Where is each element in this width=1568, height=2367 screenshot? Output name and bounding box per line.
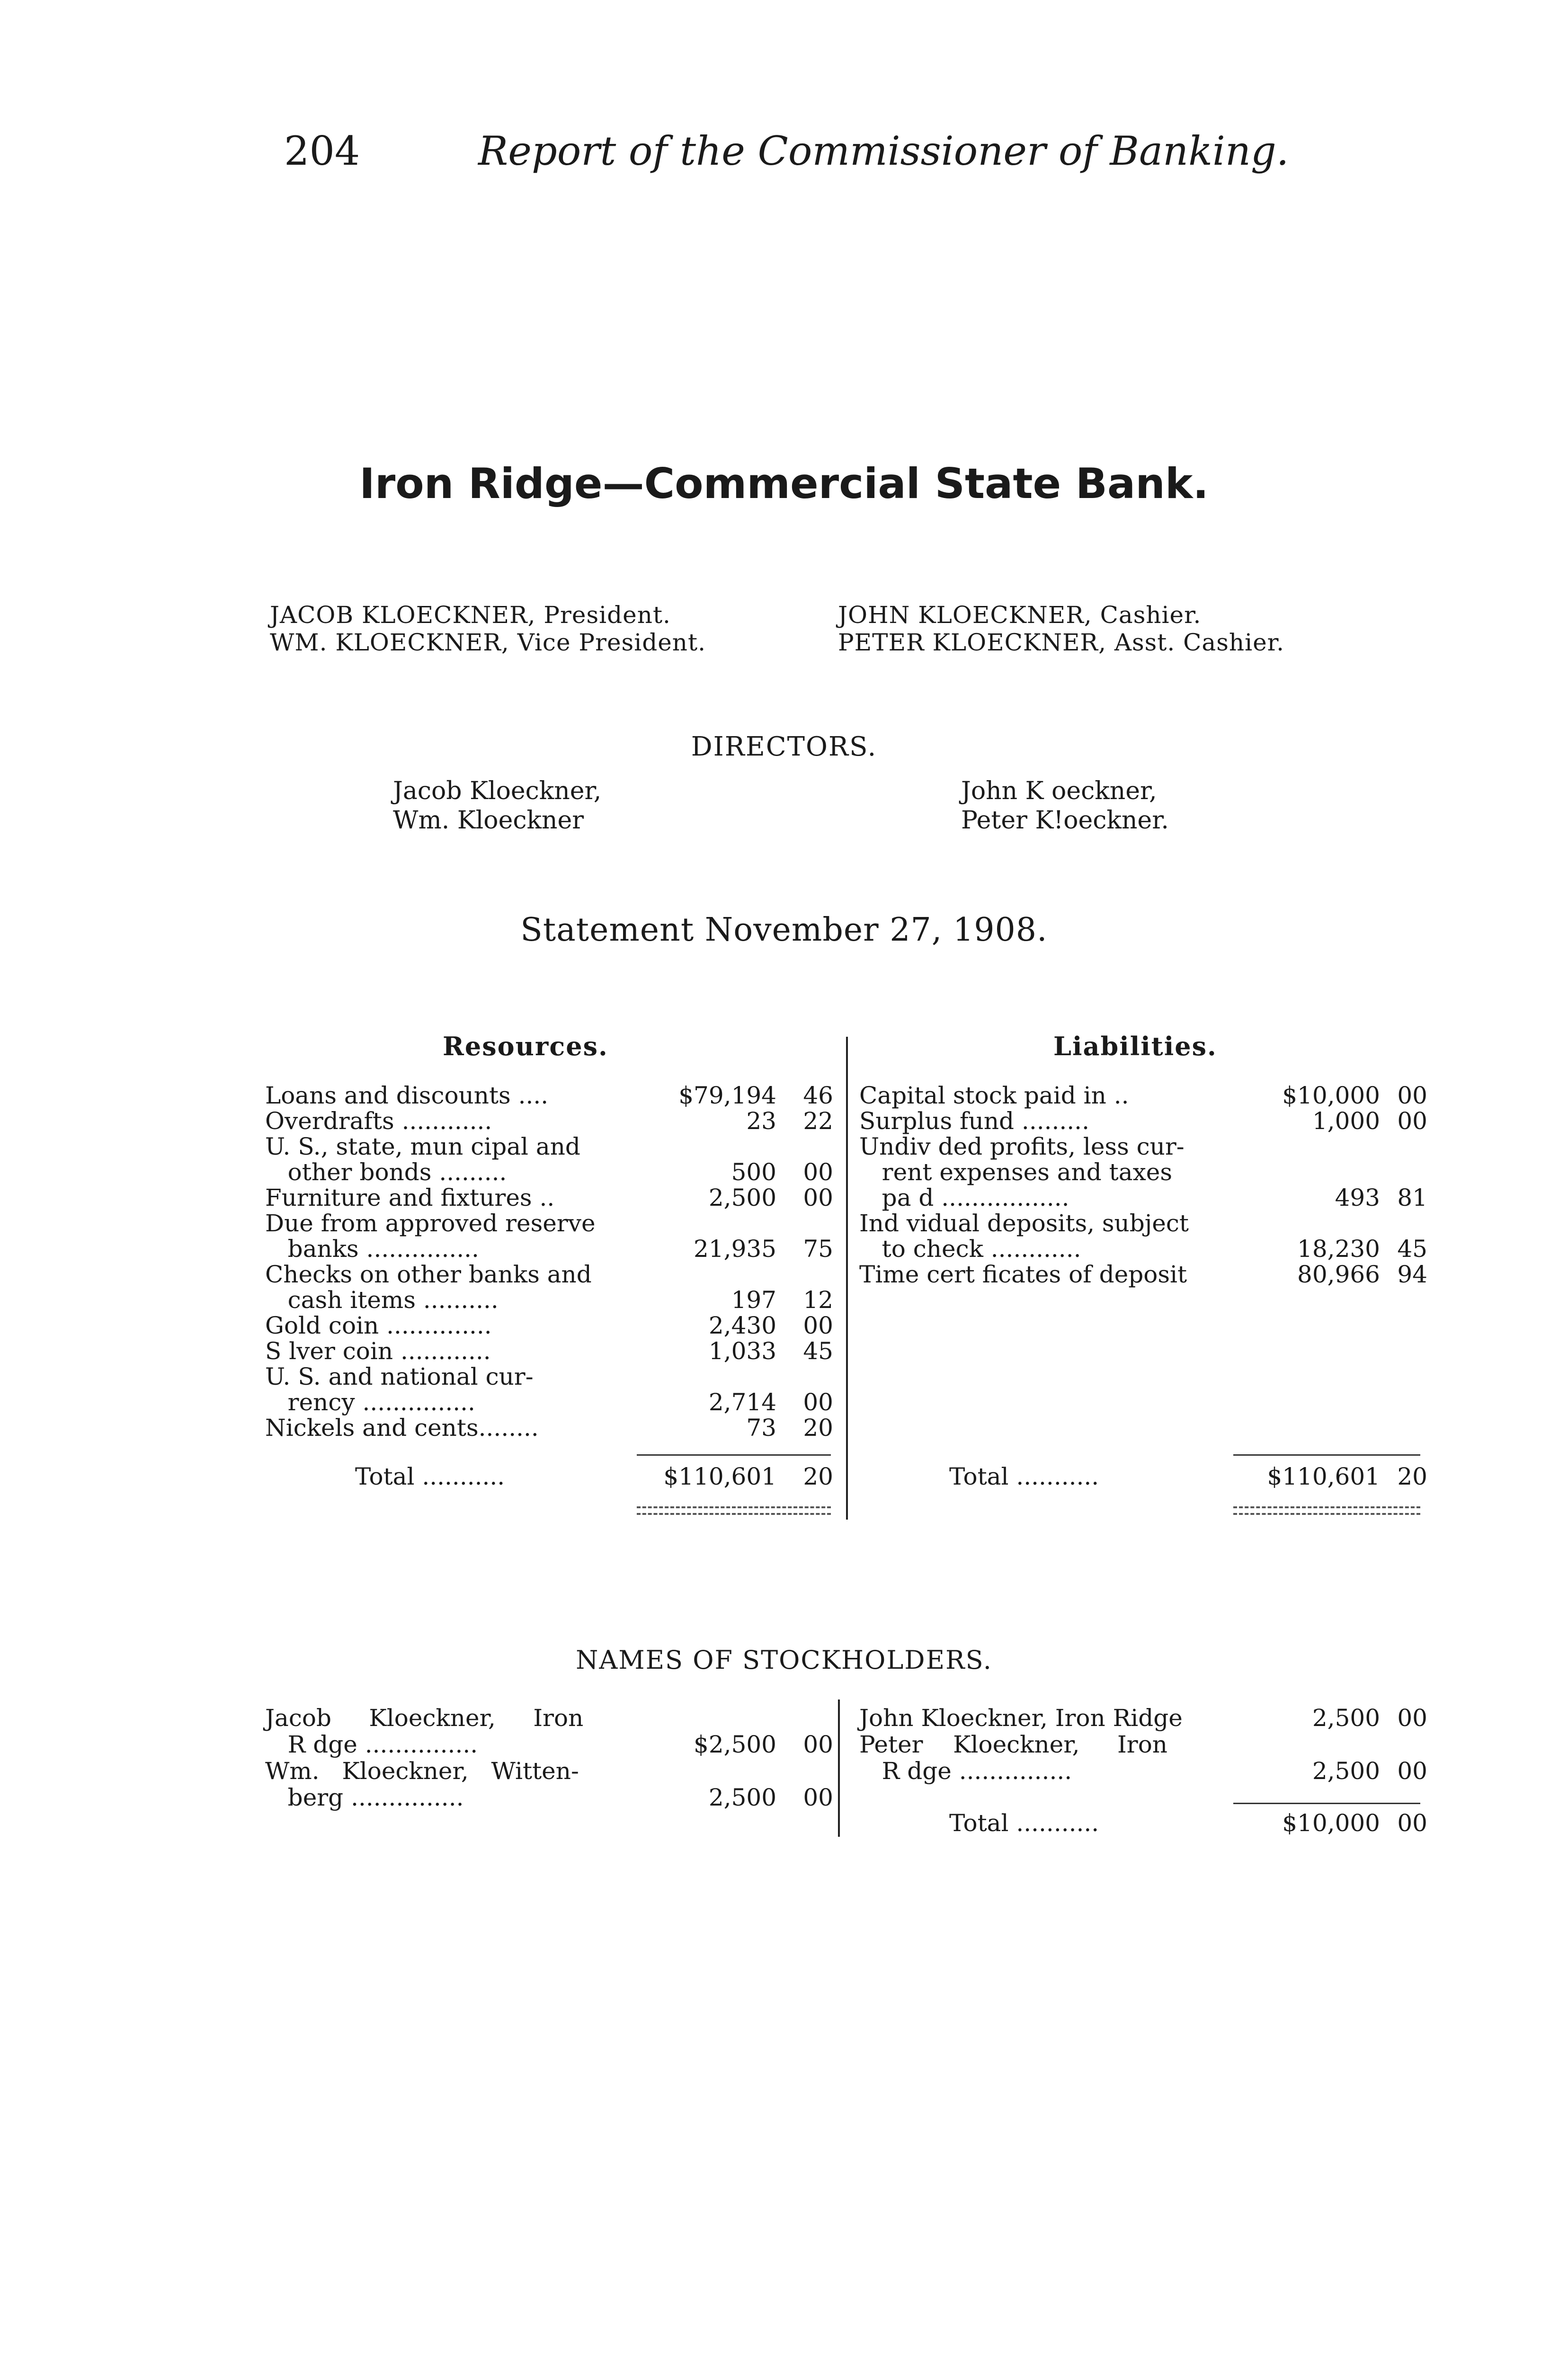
statement-title: Statement November 27, 1908. xyxy=(520,911,1048,949)
liability-row xyxy=(859,1107,1427,1136)
resource-row xyxy=(265,1107,833,1136)
amount-dollars: $110,601 xyxy=(663,1463,776,1490)
liabilities-total-rule xyxy=(1233,1454,1420,1456)
amount-cents: 00 xyxy=(1397,1757,1427,1785)
stockholders-title: NAMES OF STOCKHOLDERS. xyxy=(576,1645,992,1675)
stockholder-row xyxy=(859,1704,1427,1733)
liability-row xyxy=(859,1082,1427,1110)
amount-cents: 00 xyxy=(1397,1082,1427,1109)
directors-right xyxy=(961,776,1169,835)
stockholder-row xyxy=(265,1731,833,1759)
directors-title: DIRECTORS. xyxy=(691,731,877,762)
resource-row xyxy=(265,1363,833,1391)
amount-dollars: 1,000 xyxy=(1312,1107,1380,1135)
amount-cents: 00 xyxy=(803,1184,833,1211)
line-label: Checks on other banks and xyxy=(265,1261,592,1288)
liabilities-double-rule xyxy=(1233,1506,1420,1508)
amount-dollars: 23 xyxy=(746,1107,776,1135)
line-label: Gold coin .............. xyxy=(265,1312,492,1339)
line-label: Capital stock paid in .. xyxy=(859,1082,1129,1109)
officer-president: JACOB KLOECKNER, President. xyxy=(270,601,671,629)
director: Jacob Kloeckner, xyxy=(393,777,602,805)
amount-dollars: 197 xyxy=(731,1286,776,1314)
amount-dollars: 2,500 xyxy=(1312,1757,1380,1785)
amount-cents: 00 xyxy=(803,1312,833,1339)
line-label: Due from approved reserve xyxy=(265,1210,596,1237)
liability-row xyxy=(859,1261,1427,1289)
amount-cents: 00 xyxy=(1397,1704,1427,1732)
bank-title: Iron Ridge—Commercial State Bank. xyxy=(359,459,1209,508)
liabilities-table xyxy=(859,1082,1427,1498)
amount-cents: 00 xyxy=(803,1784,833,1811)
amount-dollars: $10,000 xyxy=(1282,1809,1380,1837)
amount-cents: 94 xyxy=(1397,1261,1427,1288)
stockholders-left xyxy=(265,1704,833,1846)
resources-double-rule xyxy=(637,1506,831,1508)
line-label: R dge ............... xyxy=(859,1757,1072,1785)
stockholder-row xyxy=(265,1784,833,1812)
resource-row xyxy=(265,1210,833,1238)
amount-cents: 75 xyxy=(803,1235,833,1263)
amount-dollars: 2,500 xyxy=(1312,1704,1380,1732)
amount-cents: 20 xyxy=(1397,1463,1427,1490)
director: John K oeckner, xyxy=(961,777,1157,805)
line-label: Undiv ded profits, less cur- xyxy=(859,1133,1185,1160)
resources-total-row xyxy=(265,1463,833,1491)
line-label: Loans and discounts .... xyxy=(265,1082,549,1109)
line-label: Surplus fund ......... xyxy=(859,1107,1089,1135)
resources-title: Resources. xyxy=(443,1031,608,1061)
resource-row xyxy=(265,1082,833,1110)
resource-row xyxy=(265,1158,833,1187)
amount-dollars: 18,230 xyxy=(1297,1235,1380,1263)
liability-row xyxy=(859,1210,1427,1238)
amount-cents: 12 xyxy=(803,1286,833,1314)
line-label: Peter Kloeckner, Iron xyxy=(859,1731,1168,1758)
liability-row xyxy=(859,1133,1427,1161)
amount-dollars: $2,500 xyxy=(694,1731,776,1758)
liability-row xyxy=(859,1184,1427,1212)
column-divider xyxy=(846,1037,848,1520)
officer-vice-president: WM. KLOECKNER, Vice President. xyxy=(270,629,706,656)
line-label: John Kloeckner, Iron Ridge xyxy=(859,1704,1183,1732)
line-label: Furniture and fixtures .. xyxy=(265,1184,555,1211)
page-number: 204 xyxy=(284,128,360,174)
running-title: Report of the Commissioner of Banking. xyxy=(478,128,1289,174)
line-label: pa d ................. xyxy=(859,1184,1069,1211)
stockholder-row xyxy=(859,1757,1427,1786)
line-label: Ind vidual deposits, subject xyxy=(859,1210,1189,1237)
amount-dollars: 2,500 xyxy=(708,1784,776,1811)
line-label: to check ............ xyxy=(859,1235,1081,1263)
amount-dollars: $110,601 xyxy=(1267,1463,1380,1490)
resource-row xyxy=(265,1337,833,1366)
amount-cents: 00 xyxy=(1397,1107,1427,1135)
line-label: Jacob Kloeckner, Iron xyxy=(265,1704,584,1732)
amount-dollars: 2,430 xyxy=(708,1312,776,1339)
amount-cents: 00 xyxy=(803,1158,833,1186)
page-header xyxy=(284,128,1289,174)
amount-dollars: 1,033 xyxy=(708,1337,776,1365)
stockholder-row xyxy=(265,1704,833,1733)
line-label: Wm. Kloeckner, Witten- xyxy=(265,1757,579,1785)
line-label: cash items .......... xyxy=(265,1286,499,1314)
amount-dollars: 21,935 xyxy=(694,1235,776,1263)
director: Wm. Kloeckner xyxy=(393,806,584,835)
line-label: Overdrafts ............ xyxy=(265,1107,492,1135)
amount-cents: 20 xyxy=(803,1463,833,1490)
line-label: S lver coin ............ xyxy=(265,1337,491,1365)
line-label: Total ........... xyxy=(949,1809,1099,1837)
stockholders-divider xyxy=(838,1700,840,1837)
amount-cents: 00 xyxy=(1397,1809,1427,1837)
line-label: R dge ............... xyxy=(265,1731,478,1758)
line-label: berg ............... xyxy=(265,1784,464,1811)
liabilities-title: Liabilities. xyxy=(1053,1031,1217,1061)
amount-cents: 20 xyxy=(803,1414,833,1442)
resource-row xyxy=(265,1261,833,1289)
resource-row xyxy=(265,1235,833,1264)
amount-cents: 81 xyxy=(1397,1184,1427,1211)
amount-dollars: 2,500 xyxy=(708,1184,776,1211)
amount-cents: 00 xyxy=(803,1731,833,1758)
officers-left xyxy=(270,601,706,656)
liability-row xyxy=(859,1235,1427,1264)
amount-cents: 45 xyxy=(803,1337,833,1365)
line-label: U. S., state, mun cipal and xyxy=(265,1133,580,1160)
director: Peter K!oeckner. xyxy=(961,806,1169,835)
amount-dollars: 493 xyxy=(1335,1184,1380,1211)
resource-row xyxy=(265,1286,833,1315)
resource-row xyxy=(265,1312,833,1340)
line-label: rency ............... xyxy=(265,1388,475,1416)
amount-dollars: $10,000 xyxy=(1282,1082,1380,1109)
officer-cashier: JOHN KLOECKNER, Cashier. xyxy=(838,601,1202,629)
directors-left xyxy=(393,776,601,835)
stockholders-right xyxy=(859,1704,1427,1846)
line-label: banks ............... xyxy=(265,1235,479,1263)
officers-right xyxy=(838,601,1284,656)
liabilities-total-row xyxy=(859,1463,1427,1491)
line-label: Total ........... xyxy=(949,1463,1099,1490)
line-label: Time cert ficates of deposit xyxy=(859,1261,1187,1288)
resource-row xyxy=(265,1133,833,1161)
amount-dollars: 2,714 xyxy=(708,1388,776,1416)
line-label: Nickels and cents........ xyxy=(265,1414,539,1442)
resource-row xyxy=(265,1414,833,1442)
line-label: rent expenses and taxes xyxy=(859,1158,1173,1186)
stockholders-total-rule xyxy=(1233,1803,1420,1804)
amount-cents: 00 xyxy=(803,1388,833,1416)
officer-asst-cashier: PETER KLOECKNER, Asst. Cashier. xyxy=(838,629,1284,656)
amount-dollars: $79,194 xyxy=(678,1082,776,1109)
amount-cents: 22 xyxy=(803,1107,833,1135)
amount-dollars: 500 xyxy=(731,1158,776,1186)
resources-total-rule xyxy=(637,1454,831,1456)
amount-dollars: 80,966 xyxy=(1297,1261,1380,1288)
liability-row xyxy=(859,1158,1427,1187)
liabilities-double-rule xyxy=(1233,1513,1420,1515)
line-label: other bonds ......... xyxy=(265,1158,507,1186)
stockholders-total-row xyxy=(859,1809,1427,1838)
amount-cents: 45 xyxy=(1397,1235,1427,1263)
resources-table xyxy=(265,1082,833,1498)
stockholder-row xyxy=(265,1757,833,1786)
resource-row xyxy=(265,1388,833,1417)
resources-double-rule xyxy=(637,1513,831,1515)
amount-cents: 46 xyxy=(803,1082,833,1109)
resource-row xyxy=(265,1184,833,1212)
line-label: U. S. and national cur- xyxy=(265,1363,534,1390)
stockholder-row xyxy=(859,1731,1427,1759)
amount-dollars: 73 xyxy=(746,1414,776,1442)
line-label: Total ........... xyxy=(355,1463,505,1490)
